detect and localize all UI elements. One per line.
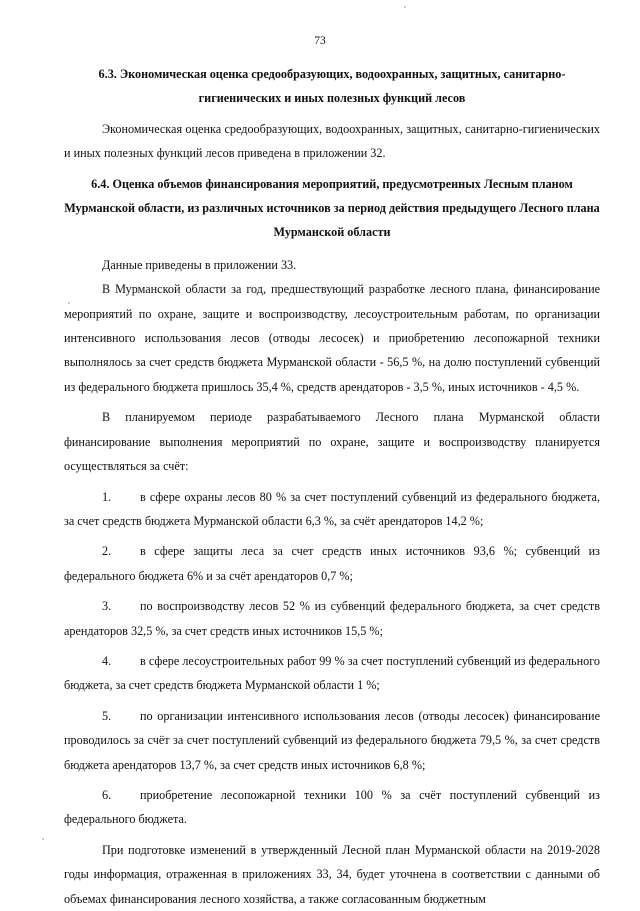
list-item-text: приобретение лесопожарной техники 100 % за счёт поступлений субвенций из федерального бюджета.: [64, 787, 600, 827]
list-item: [64, 594, 600, 643]
section-6-4-heading: 6.4. Оценка объемов финансирования мероприятий, предусмотренных Лесным планом Мурманской области, из различных источников за период действия предыдущего Лесного плана Мурманской области: [64, 176, 600, 240]
list-item: [64, 704, 600, 777]
list-item-text: в сфере охраны лесов 80 % за счет поступлений субвенций из федерального бюджета, за счет средств бюджета Мурманской области 6,3 %, за счёт арендаторов 14,2 %;: [64, 489, 600, 528]
section-6-3-heading: 6.3. Экономическая оценка средообразующих, водоохранных, защитных, санитарно-гигиенических и иных полезных функций лесов: [98, 67, 566, 106]
list-item-text: в сфере лесоустроительных работ 99 % за счет поступлений субвенций из федерального бюджета, за счет средств бюджета Мурманской области 1 %;: [64, 653, 600, 693]
list-item: [64, 539, 600, 588]
paragraph: Данные приведены в приложении 33.: [102, 257, 297, 272]
page-content: [64, 62, 600, 911]
list-item-number: 2.: [102, 544, 112, 559]
list-item: [64, 649, 600, 698]
scan-speck: [68, 302, 70, 304]
list-item-text: по воспроизводству лесов 52 % из субвенций федерального бюджета, за счет средств арендаторов 32,5 %, за счет средств иных источников 15,5 %;: [64, 599, 600, 638]
scan-speck: [42, 838, 44, 840]
closing-paragraph: При подготовке изменений в утвержденный Лесной план Мурманской области на 2019-2028 годы информация, отраженная в приложениях 33, 34, будет уточнена в соответствии с данными об объемах финансирования лесного хозяйства, а также согласованным бюджетным: [64, 842, 600, 906]
list-item: [64, 485, 600, 534]
paragraph: В Мурманской области за год, предшествующий разработке лесного плана, финансирование мероприятий по охране, защите и воспроизводству, лесоустроительным работам, по организации интенсивного использования лесов (отводы лесосек) и приобретению лесопожарной техники выполнялось за счет средств бюджета Мурманской области - 56,5 %, на долю поступлений субвенций из федерального бюджета пришлось 35,4 %, средств арендаторов - 3,5 %, иных источников - 4,5 %.: [64, 282, 600, 394]
section-6-3-text: Экономическая оценка средообразующих, водоохранных, защитных, санитарно-гигиенических и иных полезных функций лесов приведена в приложении 32.: [64, 121, 600, 161]
scan-speck: [404, 6, 406, 8]
list-item-number: 3.: [102, 599, 112, 614]
list-item: [64, 783, 600, 832]
page-number: 73: [314, 35, 326, 47]
list-item-number: 1.: [102, 489, 112, 504]
list-item-number: 4.: [102, 653, 112, 668]
paragraph: В планируемом периоде разрабатываемого Лесного плана Мурманской области финансирование выполнения мероприятий по охране, защите и воспроизводству планируется осуществляться за счёт:: [64, 410, 600, 474]
list-item-text: в сфере защиты леса за счет средств иных источников 93,6 %; субвенций из федерального бюджета 6% и за счёт арендаторов 0,7 %;: [64, 544, 600, 583]
list-item-number: 6.: [102, 787, 112, 802]
list-item-text: по организации интенсивного использования лесов (отводы лесосек) финансирование проводилось за счёт за счет поступлений субвенций из федерального бюджета 79,5 %, за счет средств бюджета арендаторов 13,7 %, за счет средств иных источников 6,8 %;: [64, 708, 600, 772]
list-item-number: 5.: [102, 708, 112, 723]
